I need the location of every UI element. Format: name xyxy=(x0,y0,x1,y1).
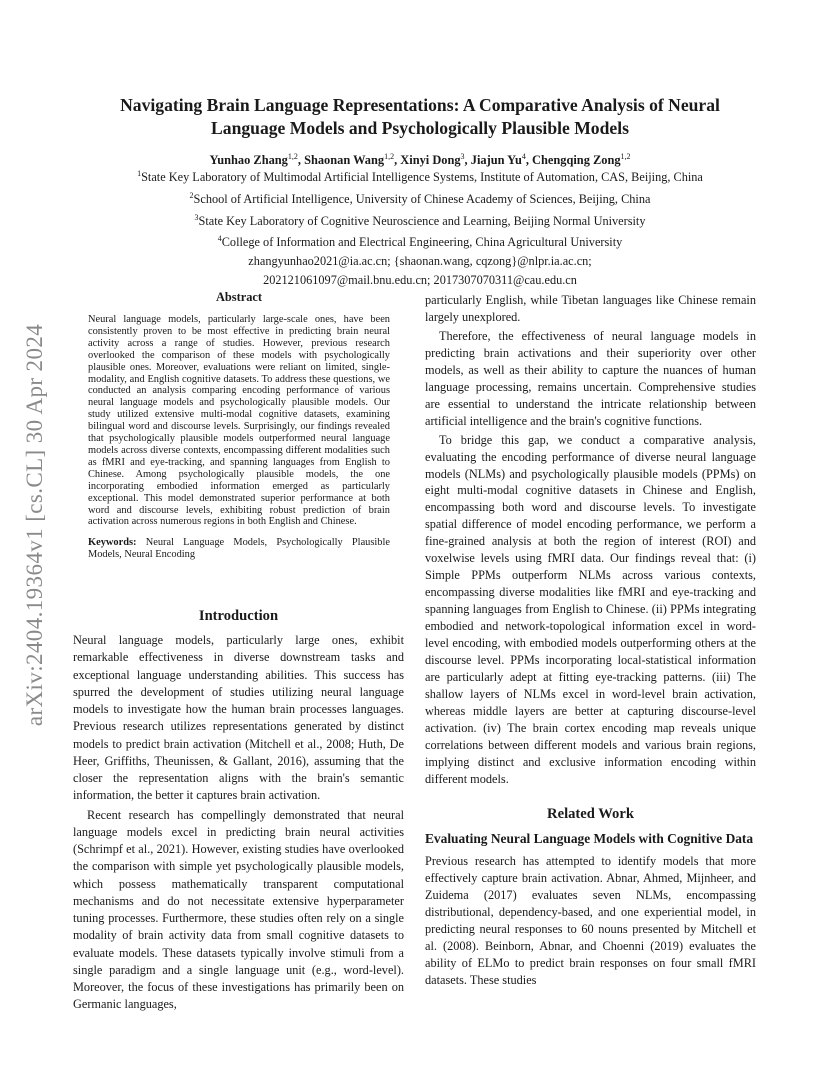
author-separator: , xyxy=(297,153,305,168)
title-line: Language Models and Psychologically Plausible Models xyxy=(211,118,629,138)
right-column-text xyxy=(425,292,756,788)
email-line: 202121061097@mail.bnu.edu.cn; 2017307070311@cau.edu.cn xyxy=(263,272,577,287)
affiliation-line xyxy=(70,209,770,231)
author-affiliation-mark: 1,2 xyxy=(287,152,298,161)
arxiv-identifier xyxy=(13,290,57,760)
related-work-section xyxy=(425,806,756,989)
email-line: zhangyunhao2021@ia.ac.cn; {shaonan.wang, cqzong}@nlpr.ia.ac.cn; xyxy=(248,254,592,269)
introduction-section xyxy=(73,608,404,1014)
abstract-heading: Abstract xyxy=(215,290,263,304)
author-separator: , xyxy=(394,153,401,168)
body-paragraph: Therefore, the effectiveness of neural language models in predicting brain activations and their superiority over other models, as well as their ability to capture the nuances of human language processing, remains uncertain. Comprehensive studies are essential to understand the intricate relationship between artificial intelligence and the brain's cognitive functions. xyxy=(425,328,756,428)
affiliation-block xyxy=(70,165,770,290)
body-paragraph: Previous research has attempted to identify models that more effectively capture brain activation. Abnar, Ahmed, Mijnheer, and Zuidema (2017) evaluates seven NLMs, encompassing distributional, dependency-based, and one experiential model, in predicting neural responses to 60 nouns presented by Mitchell et al. (2008). Beinborn, Abnar, and Choenni (2019) evaluates the ability of ELMo to predict brain responses on four small fMRI datasets. These studies xyxy=(425,854,756,987)
affiliation-text: State Key Laboratory of Cognitive Neuroscience and Learning, Beijing Normal University xyxy=(198,213,646,228)
keywords xyxy=(88,537,390,561)
author-name: Shaonan Wang xyxy=(304,153,385,168)
paper-title xyxy=(70,94,770,140)
author-affiliation-mark: 1,2 xyxy=(620,152,631,161)
affiliation-line xyxy=(70,230,770,252)
author-affiliation-mark: 3 xyxy=(460,152,465,161)
title-line: Navigating Brain Language Representations: A Comparative Analysis of Neural xyxy=(120,95,720,115)
body-paragraph: Neural language models, particularly large ones, exhibit remarkable effectiveness in diverse downstream tasks and exceptional language understanding abilities. This success has spurred the development of studies utilizing neural language models to investigate how the human brain processes languages. Previous research utilizes representations generated by distinct models to predict brain activation (Mitchell et al., 2008; Huth, De Heer, Griffiths, Theunissen, & Gallant, 2016), assuming that the closer the representation aligns with the brain's semantic information, the better it captures brain activation. xyxy=(73,633,404,803)
related-work-subheading: Evaluating Neural Language Models with Cognitive Data xyxy=(425,831,754,846)
affiliation-line xyxy=(70,165,770,187)
author-separator: , xyxy=(525,153,533,168)
abstract-section xyxy=(88,290,390,561)
abstract-text: Neural language models, particularly large-scale ones, have been consistently proven to be most effective in predicting brain neural activity across a range of studies. However, previous research overlooked the comparison of these models with psychologically plausible ones. Moreover, evaluations were reliant on limited, single-modality, and English cognitive datasets. To address these questions, we conducted an analysis comparing encoding performance of various neural language models and psychologically plausible models. Our study utilized extensive multi-modal cognitive datasets, examining bilingual word and discourse levels. Surprisingly, our findings revealed that psychologically plausible models outperformed neural language models across diverse contexts, encompassing different modalities such as fMRI and eye-tracking, and spanning languages from English to Chinese. Among psychologically plausible models, the one incorporating embodied information emerged as particularly exceptional. This model demonstrated superior performance at both word and discourse levels, exhibiting robust prediction of brain activation across numerous regions in both English and Chinese. xyxy=(88,314,390,528)
affiliation-number: 1 xyxy=(137,169,142,178)
affiliation-text: College of Information and Electrical Engineering, China Agricultural University xyxy=(221,235,623,250)
introduction-heading: Introduction xyxy=(198,608,279,624)
body-paragraph: To bridge this gap, we conduct a comparative analysis, evaluating the encoding performance of diverse neural language models (NLMs) and psychologically plausible models (PPMs) on eight multi-modal cognitive datasets in Chinese and English, encompassing both word and discourse levels. To investigate spatial difference of model encoding performance, we perform a fine-grained analysis at both the region of interest (ROI) and voxelwise levels using fMRI data. Our findings reveal that: (i) Simple PPMs outperform NLMs across various contexts, encompassing diverse modalities like fMRI and eye-tracking and spanning languages from English to Chinese. (ii) PPMs integrating embodied and network-topological information excel in word-level encoding, with embodied models outperforming others at the discourse level. PPMs incorporating local-statistical information are particularly adept at fitting eye-tracking patterns. (iii) The shallow layers of NLMs excel in word-level brain activation, whereas middle layers are better at capturing discourse-level activation. (iv) The brain cortex encoding map reveals unique correlations between different models and various brain regions, implying distinct and exclusive information encoding within different models. xyxy=(425,432,756,786)
related-work-heading: Related Work xyxy=(547,806,634,822)
arxiv-identifier-text: arXiv:2404.19364v1 [cs.CL] 30 Apr 2024 xyxy=(22,323,48,727)
author-affiliation-mark: 4 xyxy=(521,152,526,161)
keywords-text: Neural Language Models, Psychologically Plausible Models, Neural Encoding xyxy=(88,537,390,561)
author-name: Chengqing Zong xyxy=(532,153,621,168)
body-paragraph: particularly English, while Tibetan languages like Chinese remain largely unexplored. xyxy=(425,293,756,324)
author-name: Xinyi Dong xyxy=(400,153,461,168)
author-name: Yunhao Zhang xyxy=(209,153,288,168)
affiliation-number: 3 xyxy=(194,212,199,222)
body-paragraph: Recent research has compellingly demonstrated that neural language models excel in predicting brain neural activities (Schrimpf et al., 2021). However, existing studies have overlooked the comparison with simple yet psychologically plausible models, which possess mathematically transparent computational mechanisms and do not necessitate extensive hyperparameter tuning processes. Furthermore, these studies often rely on a single modality of brain activity data from small cognitive datasets to evaluate models. These datasets typically involve stimuli from a single paradigm and a single language unit (e.g., word-level). Moreover, the focus of these investigations has primarily been on Germanic languages, xyxy=(73,807,404,1012)
affiliation-text: School of Artificial Intelligence, University of Chinese Academy of Sciences, Beijing, China xyxy=(193,191,651,206)
keywords-label: Keywords: xyxy=(88,537,137,549)
affiliation-line xyxy=(70,187,770,209)
affiliation-text: State Key Laboratory of Multimodal Artificial Intelligence Systems, Institute of Automation, CAS, Beijing, China xyxy=(141,170,703,185)
affiliation-number: 4 xyxy=(217,234,222,244)
author-affiliation-mark: 1,2 xyxy=(384,152,395,161)
author-name: Jiajun Yu xyxy=(470,153,522,168)
affiliation-number: 2 xyxy=(189,190,194,200)
author-separator: , xyxy=(464,153,471,168)
